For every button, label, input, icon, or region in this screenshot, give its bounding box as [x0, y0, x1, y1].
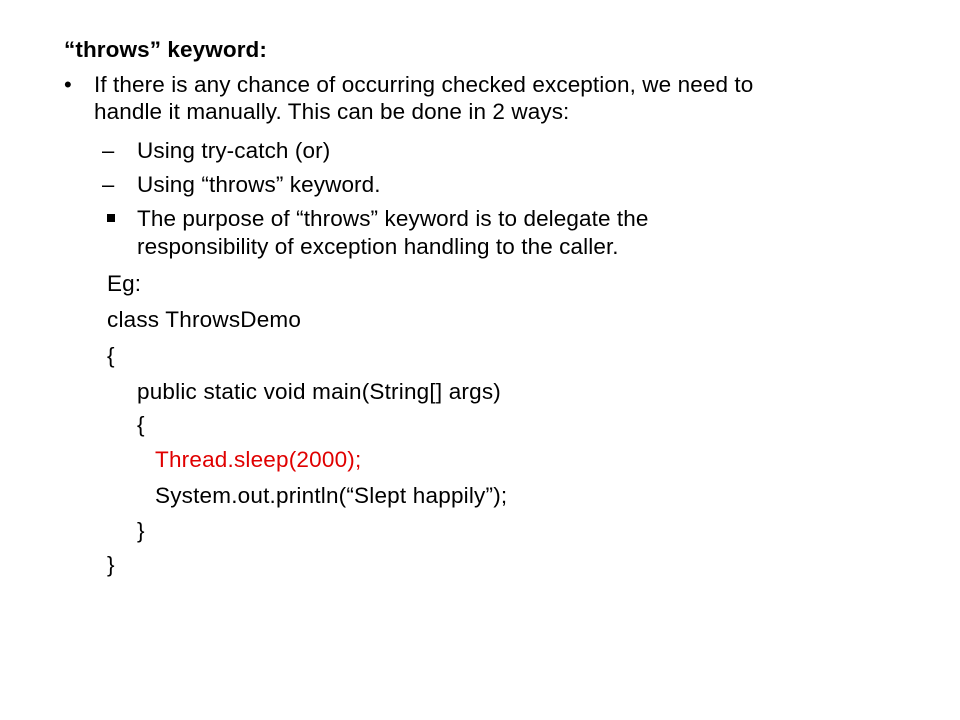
sub-item-throws: Using “throws” keyword. [137, 172, 381, 197]
bullet-text-line-1: If there is any chance of occurring checked exception, we need to [94, 72, 754, 97]
code-line-class-close-brace: } [107, 552, 115, 577]
code-line-thread-sleep: Thread.sleep(2000); [155, 447, 362, 472]
dash-bullet-icon: – [102, 138, 115, 163]
square-bullet-icon [107, 214, 115, 222]
bullet-dot-icon: • [64, 72, 72, 97]
code-line-method-close-brace: } [137, 518, 145, 543]
square-bullet-line-1: The purpose of “throws” keyword is to delegate the [137, 206, 649, 231]
sub-item-try-catch: Using try-catch (or) [137, 138, 331, 163]
code-line-open-brace: { [107, 343, 115, 368]
slide-heading: “throws” keyword: [64, 37, 267, 62]
dash-bullet-icon: – [102, 172, 115, 197]
code-line-class: class ThrowsDemo [107, 307, 302, 332]
example-label: Eg: [107, 271, 142, 296]
code-line-println: System.out.println(“Slept happily”); [155, 483, 508, 508]
code-line-method-open-brace: { [137, 412, 145, 437]
code-line-main: public static void main(String[] args) [137, 379, 501, 404]
square-bullet-line-2: responsibility of exception handling to the caller. [137, 234, 619, 259]
bullet-text-line-2: handle it manually. This can be done in 2 ways: [94, 99, 570, 124]
